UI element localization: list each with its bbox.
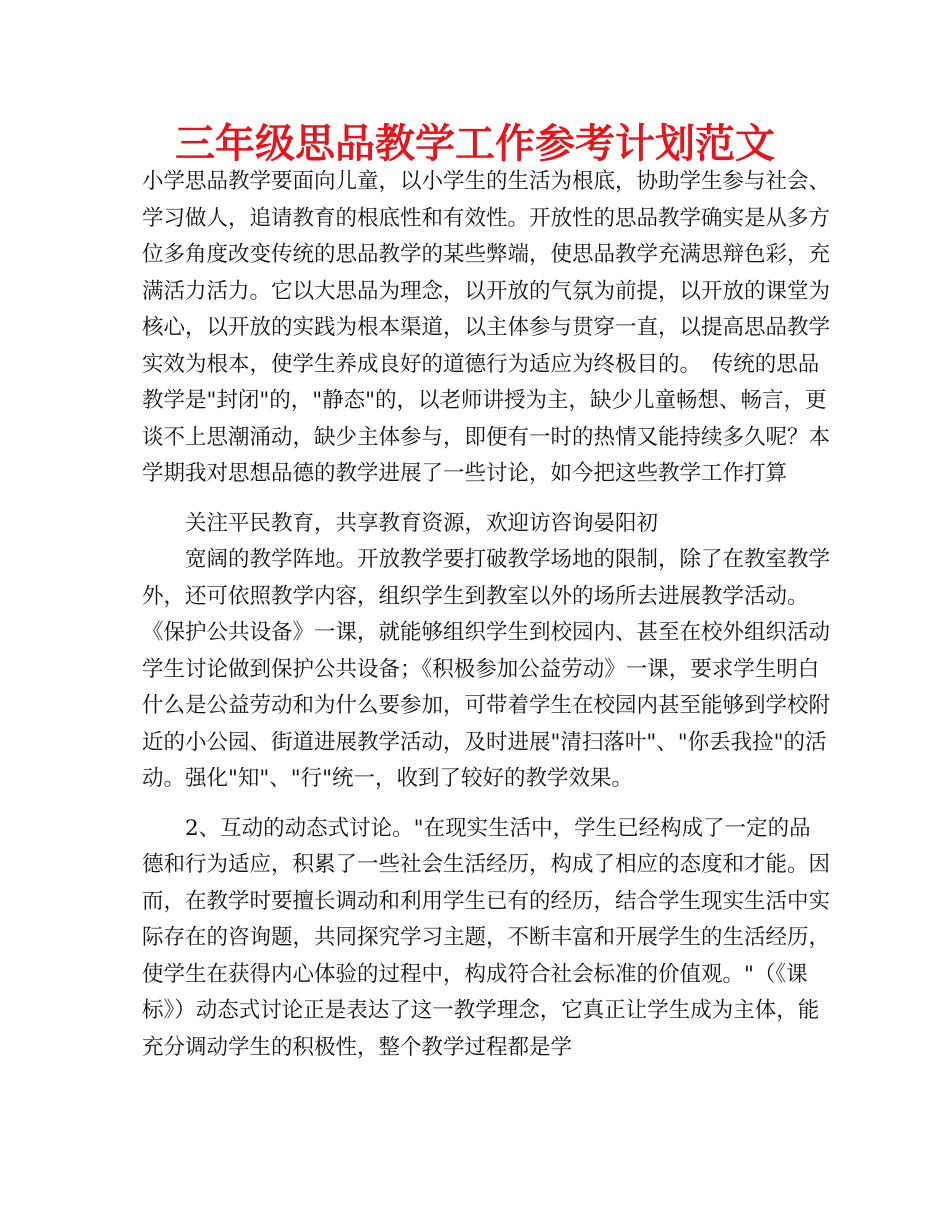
paragraph-intro: 小学思品教学要面向儿童，以小学生的生活为根底，协助学生参与社会、学习做人，追请教育的根底性和有效性。开放性的思品教学确实是从多方位多角度改变传统的思品教学的某些弊端，使思品教学充满思辩色彩，充满活力活力。它以大思品为理念，以开放的气氛为前提，以开放的课堂为核心，以开放的实践为根本渠道，以主体参与贯穿一直，以提高思品教学实效为根本，使学生养成良好的道德行为适应为终极目的。 传统的思品教学是"封闭"的，"静态"的，以老师讲授为主，缺少儿童畅想、畅言，更谈不上思潮涌动，缺少主体参与，即便有一时的热情又能持续多久呢？本学期我对思想品德的教学进展了一些讨论，如今把这些教学工作打算 [142,169,831,486]
paragraph-teaching-venue: 宽阔的教学阵地。开放教学要打破教学场地的限制，除了在教室教学外，还可依照教学内容，组织学生到教室以外的场所去进展教学活动。《保护公共设备》一课，就能够组织学生到校园内、甚至在校外组织活动学生讨论做到保护公共设备；《积极参加公益劳动》一课，要求学生明白什么是公益劳动和为什么要参加，可带着学生在校园内甚至能够到学校附近的小公园、街道进展教学活动，及时进展"清扫落叶"、"你丢我捡"的活动。强化"知"、"行"统一，收到了较好的教学效果。 [142,547,831,791]
document-title: 三年级思品教学工作参考计划范文 [175,121,775,167]
paragraph-notice: 关注平民教育，共享教育资源，欢迎访咨询晏阳初 [185,510,659,536]
document-body [142,164,832,1066]
paragraph-interactive-discussion: 2、互动的动态式讨论。"在现实生活中，学生已经构成了一定的品德和行为适应，积累了一些社会生活经历，构成了相应的态度和才能。因而，在教学时要擅长调动和利用学生已有的经历，结合学生现实生活中实际存在的咨询题，共同探究学习主题，不断丰富和开展学生的生活经历，使学生在获得内心体验的过程中，构成符合社会标准的价值观。"（《课标》）动态式讨论正是表达了这一教学理念，它真正让学生成为主体，能充分调动学生的积极性，整个教学过程都是学 [142,815,831,1060]
